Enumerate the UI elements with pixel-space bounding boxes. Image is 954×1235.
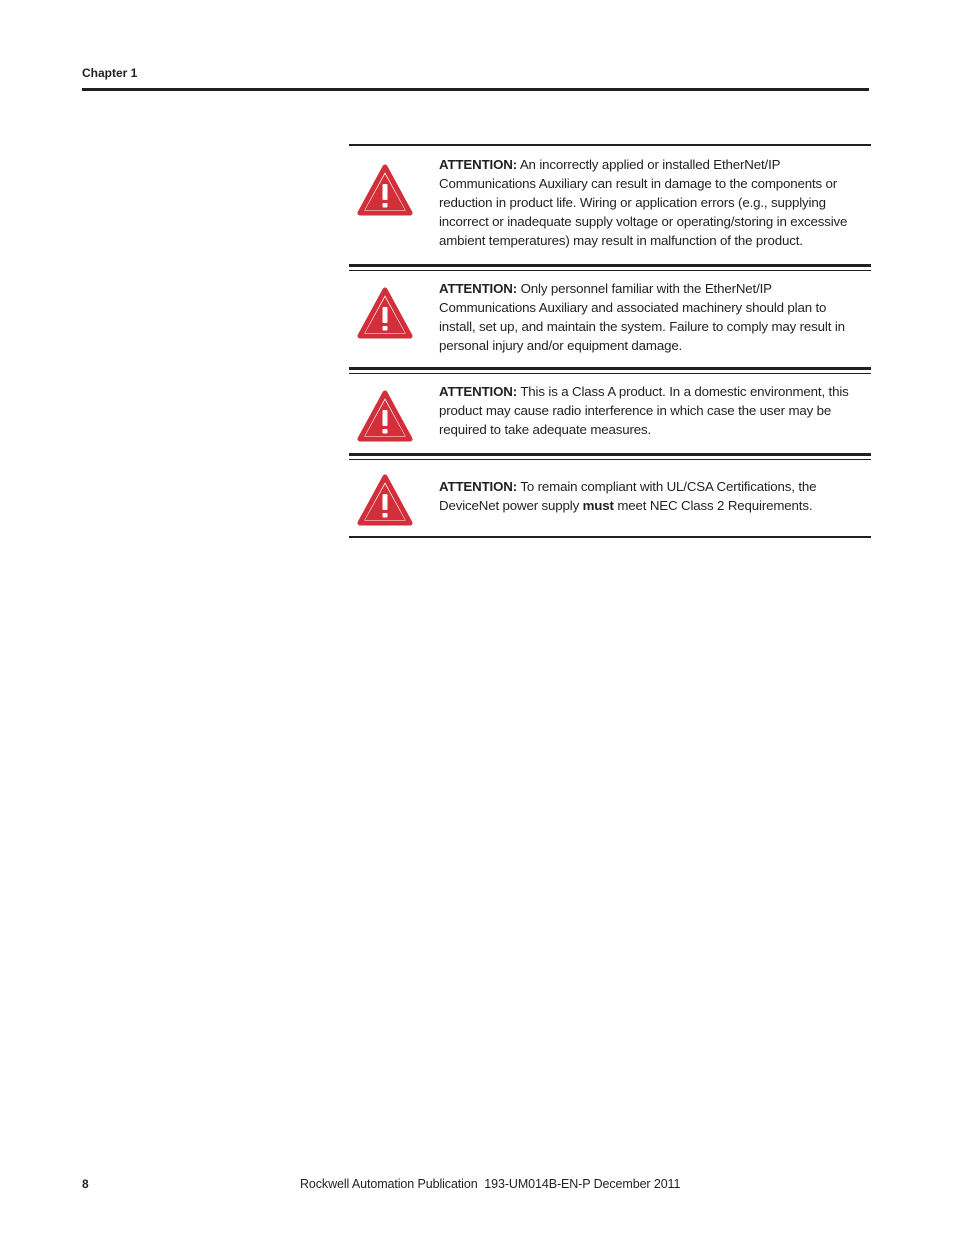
attention-label: ATTENTION:: [439, 384, 518, 399]
notice-text: [439, 155, 859, 250]
warning-triangle-icon: [349, 474, 439, 526]
attention-notices: [349, 144, 871, 538]
page-number: 8: [82, 1177, 89, 1191]
notice-text: [439, 279, 859, 355]
notice-text: [439, 382, 859, 439]
attention-label: ATTENTION:: [439, 157, 518, 172]
notice-body: To remain compliant with UL/CSA Certifications, the DeviceNet power supply: [439, 479, 817, 513]
notice-body-end: meet NEC Class 2 Requirements.: [613, 498, 813, 513]
attention-label: ATTENTION:: [439, 281, 518, 296]
notice-body: This is a Class A product. In a domestic environment, this product may cause radio interference in which case the user may be required to take adequate measures.: [439, 384, 849, 437]
warning-triangle-icon: [349, 382, 439, 442]
attention-notice: [349, 460, 871, 536]
warning-triangle-icon: [349, 279, 439, 339]
notice-divider: [349, 367, 871, 374]
notice-bottom-rule: [349, 536, 871, 538]
notice-divider: [349, 453, 871, 460]
notice-body: Only personnel familiar with the EtherNet/IP Communications Auxiliary and associated machinery should plan to install, set up, and maintain the system. Failure to comply may result in personal injury and/or equipment damage.: [439, 281, 845, 353]
notice-divider: [349, 264, 871, 271]
publication-info: Rockwell Automation Publication 193-UM014B-EN-P December 2011: [300, 1177, 681, 1191]
header-rule: [82, 88, 869, 91]
warning-triangle-icon: [349, 155, 439, 216]
chapter-label: Chapter 1: [82, 66, 138, 80]
attention-notice: [349, 271, 871, 367]
attention-label: ATTENTION:: [439, 479, 518, 494]
notice-text: [439, 477, 859, 515]
attention-notice: [349, 146, 871, 264]
attention-notice: [349, 374, 871, 453]
emphasis-must: must: [582, 498, 614, 513]
notice-body: An incorrectly applied or installed EtherNet/IP Communications Auxiliary can result in damage to the components or reduction in product life. Wiring or application errors (e.g., supplying incorrect or inadequate supply voltage or operating/storing in excessive ambient temperatures) may result in malfunction of the product.: [439, 157, 848, 248]
